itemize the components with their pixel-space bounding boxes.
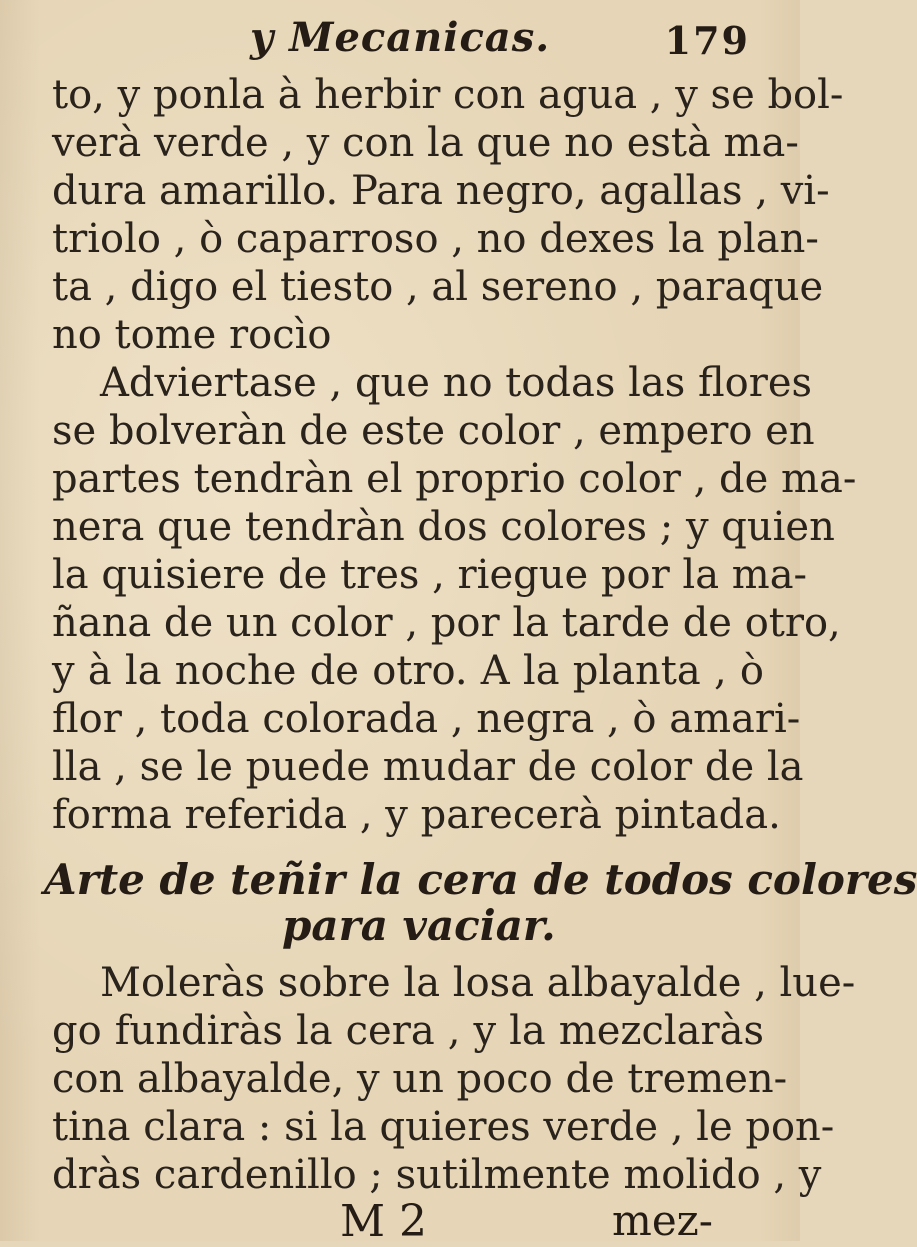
text-line-15: lla , se le puede mudar de color de la bbox=[52, 744, 804, 790]
section-line-5: dràs cardenillo ; sutilmente molido , y bbox=[52, 1152, 822, 1198]
text-line-10: nera que tendràn dos colores ; y quien bbox=[52, 504, 835, 550]
text-line-16: forma referida , y parecerà pintada. bbox=[52, 792, 781, 838]
text-line-8: se bolveràn de este color , empero en bbox=[52, 408, 815, 454]
text-line-6: no tome rocìo bbox=[52, 312, 332, 358]
text-line-7: Adviertase , que no todas las flores bbox=[100, 360, 813, 406]
page-number: 179 bbox=[664, 18, 750, 63]
text-line-5: ta , digo el tiesto , al sereno , paraque bbox=[52, 264, 824, 310]
printer-signature: M 2 bbox=[340, 1196, 428, 1247]
text-line-9: partes tendràn el proprio color , de ma- bbox=[52, 456, 857, 502]
text-line-1: to, y ponla à herbir con agua , y se bol- bbox=[52, 72, 844, 118]
text-line-3: dura amarillo. Para negro, agallas , vi- bbox=[52, 168, 830, 214]
section-line-3: con albayalde, y un poco de tremen- bbox=[52, 1056, 788, 1102]
text-line-14: flor , toda colorada , negra , ò amari- bbox=[52, 696, 801, 742]
catchword: mez- bbox=[612, 1196, 714, 1245]
section-line-1: Moleràs sobre la losa albayalde , lue- bbox=[100, 960, 856, 1006]
text-line-2: verà verde , y con la que no està ma- bbox=[52, 120, 799, 166]
section-line-2: go fundiràs la cera , y la mezclaràs bbox=[52, 1008, 764, 1054]
text-line-12: ñana de un color , por la tarde de otro, bbox=[52, 600, 841, 646]
text-line-13: y à la noche de otro. A la planta , ò bbox=[52, 648, 764, 694]
section-line-4: tina clara : si la quieres verde , le pon- bbox=[52, 1104, 835, 1150]
text-line-4: triolo , ò caparroso , no dexes la plan- bbox=[52, 216, 819, 262]
section-heading-line-1: Arte de teñir la cera de todos colores bbox=[44, 855, 917, 904]
section-heading-line-2: para vaciar. bbox=[282, 901, 556, 950]
running-title: y Mecanicas. bbox=[250, 14, 551, 61]
text-line-11: la quisiere de tres , riegue por la ma- bbox=[52, 552, 808, 598]
page-header bbox=[250, 14, 750, 70]
